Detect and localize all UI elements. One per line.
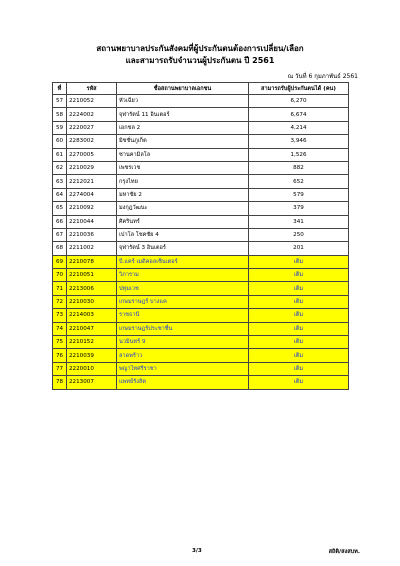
page-number: 3/3 <box>192 548 202 554</box>
cell-no: 71 <box>53 282 67 295</box>
table-row <box>53 228 349 241</box>
cell-capacity: 341 <box>249 215 349 228</box>
cell-name: จุฬารัตน์ 3 อินเตอร์ <box>117 242 249 255</box>
header-name: ชื่อสถานพยาบาลเอกชน <box>117 83 249 95</box>
cell-capacity: เต็ม <box>249 362 349 375</box>
cell-name: ลาดพร้าว <box>117 349 249 362</box>
cell-name: หัวเฉียว <box>117 95 249 108</box>
cell-name: นวมินทร์ 9 <box>117 336 249 349</box>
cell-code: 2210039 <box>67 349 117 362</box>
table-header-row <box>53 83 349 95</box>
cell-capacity: 4,214 <box>249 121 349 134</box>
cell-code: 2214003 <box>67 309 117 322</box>
cell-no: 65 <box>53 202 67 215</box>
cell-code: 2283002 <box>67 135 117 148</box>
cell-no: 68 <box>53 242 67 255</box>
cell-code: 2212021 <box>67 175 117 188</box>
cell-no: 63 <box>53 175 67 188</box>
cell-no: 69 <box>53 255 67 268</box>
cell-name: วิภาราม <box>117 269 249 282</box>
cell-name: ศิครินทร์ <box>117 215 249 228</box>
cell-no: 60 <box>53 135 67 148</box>
cell-name: ราชธานี <box>117 309 249 322</box>
table-row <box>53 336 349 349</box>
table-body <box>53 95 349 390</box>
cell-capacity: 579 <box>249 188 349 201</box>
cell-name: แพทย์รังสิต <box>117 376 249 389</box>
cell-name: บี.แคร์ เมดิคอลเซ็นเตอร์ <box>117 255 249 268</box>
cell-code: 2220010 <box>67 362 117 375</box>
cell-capacity: เต็ม <box>249 349 349 362</box>
table-row <box>53 202 349 215</box>
cell-code: 2210052 <box>67 95 117 108</box>
cell-capacity: เต็ม <box>249 336 349 349</box>
table-row <box>53 322 349 335</box>
cell-code: 2274004 <box>67 188 117 201</box>
document-title-line-1: สถานพยาบาลประกันสังคมที่ผู้ประกันตนต้องการเปลี่ยน/เลือก <box>96 44 304 53</box>
cell-name: เปาโล โชคชัย 4 <box>117 228 249 241</box>
cell-code: 2270005 <box>67 148 117 161</box>
cell-no: 57 <box>53 95 67 108</box>
hospital-table <box>52 82 349 390</box>
cell-capacity: 3,946 <box>249 135 349 148</box>
cell-code: 2210092 <box>67 202 117 215</box>
table-row <box>53 215 349 228</box>
cell-no: 64 <box>53 188 67 201</box>
table-row <box>53 95 349 108</box>
table-row <box>53 175 349 188</box>
cell-capacity: 379 <box>249 202 349 215</box>
cell-capacity: เต็ม <box>249 322 349 335</box>
cell-code: 2224002 <box>67 108 117 121</box>
table-row <box>53 161 349 174</box>
cell-code: 2210044 <box>67 215 117 228</box>
header-no: ที่ <box>53 83 67 95</box>
cell-code: 2210047 <box>67 322 117 335</box>
cell-capacity: เต็ม <box>249 255 349 268</box>
cell-name: เกษมราษฎร์ประชาชื่น <box>117 322 249 335</box>
cell-no: 72 <box>53 295 67 308</box>
cell-capacity: 250 <box>249 228 349 241</box>
table-row <box>53 295 349 308</box>
cell-code: 2210152 <box>67 336 117 349</box>
cell-name: เอกชล 2 <box>117 121 249 134</box>
cell-code: 2213006 <box>67 282 117 295</box>
table-row <box>53 135 349 148</box>
table-row <box>53 121 349 134</box>
table-row <box>53 376 349 389</box>
cell-name: จุฬารัตน์ 11 อินเตอร์ <box>117 108 249 121</box>
cell-capacity: เต็ม <box>249 376 349 389</box>
cell-name: มหาชัย 2 <box>117 188 249 201</box>
cell-capacity: 6,270 <box>249 95 349 108</box>
table-row <box>53 349 349 362</box>
header-capacity: สามารถรับผู้ประกันตนได้ (คน) <box>249 83 349 95</box>
cell-code: 2211002 <box>67 242 117 255</box>
table-row <box>53 242 349 255</box>
cell-capacity: 6,674 <box>249 108 349 121</box>
cell-no: 73 <box>53 309 67 322</box>
cell-no: 76 <box>53 349 67 362</box>
header-code: รหัส <box>67 83 117 95</box>
cell-code: 2210051 <box>67 269 117 282</box>
cell-code: 2210029 <box>67 161 117 174</box>
cell-no: 66 <box>53 215 67 228</box>
table-row <box>53 282 349 295</box>
cell-no: 58 <box>53 108 67 121</box>
cell-capacity: 882 <box>249 161 349 174</box>
cell-code: 2210030 <box>67 295 117 308</box>
cell-name: เกษมราษฎร์ บางแค <box>117 295 249 308</box>
cell-capacity: 1,526 <box>249 148 349 161</box>
cell-code: 2210078 <box>67 255 117 268</box>
cell-capacity: เต็ม <box>249 295 349 308</box>
cell-capacity: เต็ม <box>249 282 349 295</box>
cell-no: 61 <box>53 148 67 161</box>
table-row <box>53 362 349 375</box>
cell-no: 70 <box>53 269 67 282</box>
cell-no: 75 <box>53 336 67 349</box>
cell-name: ซานคามิลโล <box>117 148 249 161</box>
table-row <box>53 255 349 268</box>
cell-capacity: 201 <box>249 242 349 255</box>
cell-capacity: เต็ม <box>249 309 349 322</box>
table-row <box>53 108 349 121</box>
date-note: ณ วันที่ 6 กุมภาพันธ์ 2561 <box>287 73 358 80</box>
cell-code: 2210036 <box>67 228 117 241</box>
footer-org: สถิติ/สงสบท. <box>328 549 360 555</box>
cell-name: ปทุมเวช <box>117 282 249 295</box>
cell-code: 2220027 <box>67 121 117 134</box>
cell-code: 2213007 <box>67 376 117 389</box>
cell-capacity: เต็ม <box>249 269 349 282</box>
table-row <box>53 309 349 322</box>
document-title-line-2: และสามารถรับจำนวนผู้ประกันตน ปี 2561 <box>125 56 275 65</box>
cell-name: มิชชั่นภูเก็ต <box>117 135 249 148</box>
cell-no: 74 <box>53 322 67 335</box>
cell-name: มงกุฎวัฒนะ <box>117 202 249 215</box>
cell-name: กรุงไทย <box>117 175 249 188</box>
cell-no: 59 <box>53 121 67 134</box>
cell-name: เพชรเวช <box>117 161 249 174</box>
table-row <box>53 269 349 282</box>
cell-no: 62 <box>53 161 67 174</box>
table-row <box>53 188 349 201</box>
cell-no: 67 <box>53 228 67 241</box>
table-row <box>53 148 349 161</box>
cell-capacity: 652 <box>249 175 349 188</box>
cell-no: 78 <box>53 376 67 389</box>
cell-name: พญาไทศรีราชา <box>117 362 249 375</box>
cell-no: 77 <box>53 362 67 375</box>
